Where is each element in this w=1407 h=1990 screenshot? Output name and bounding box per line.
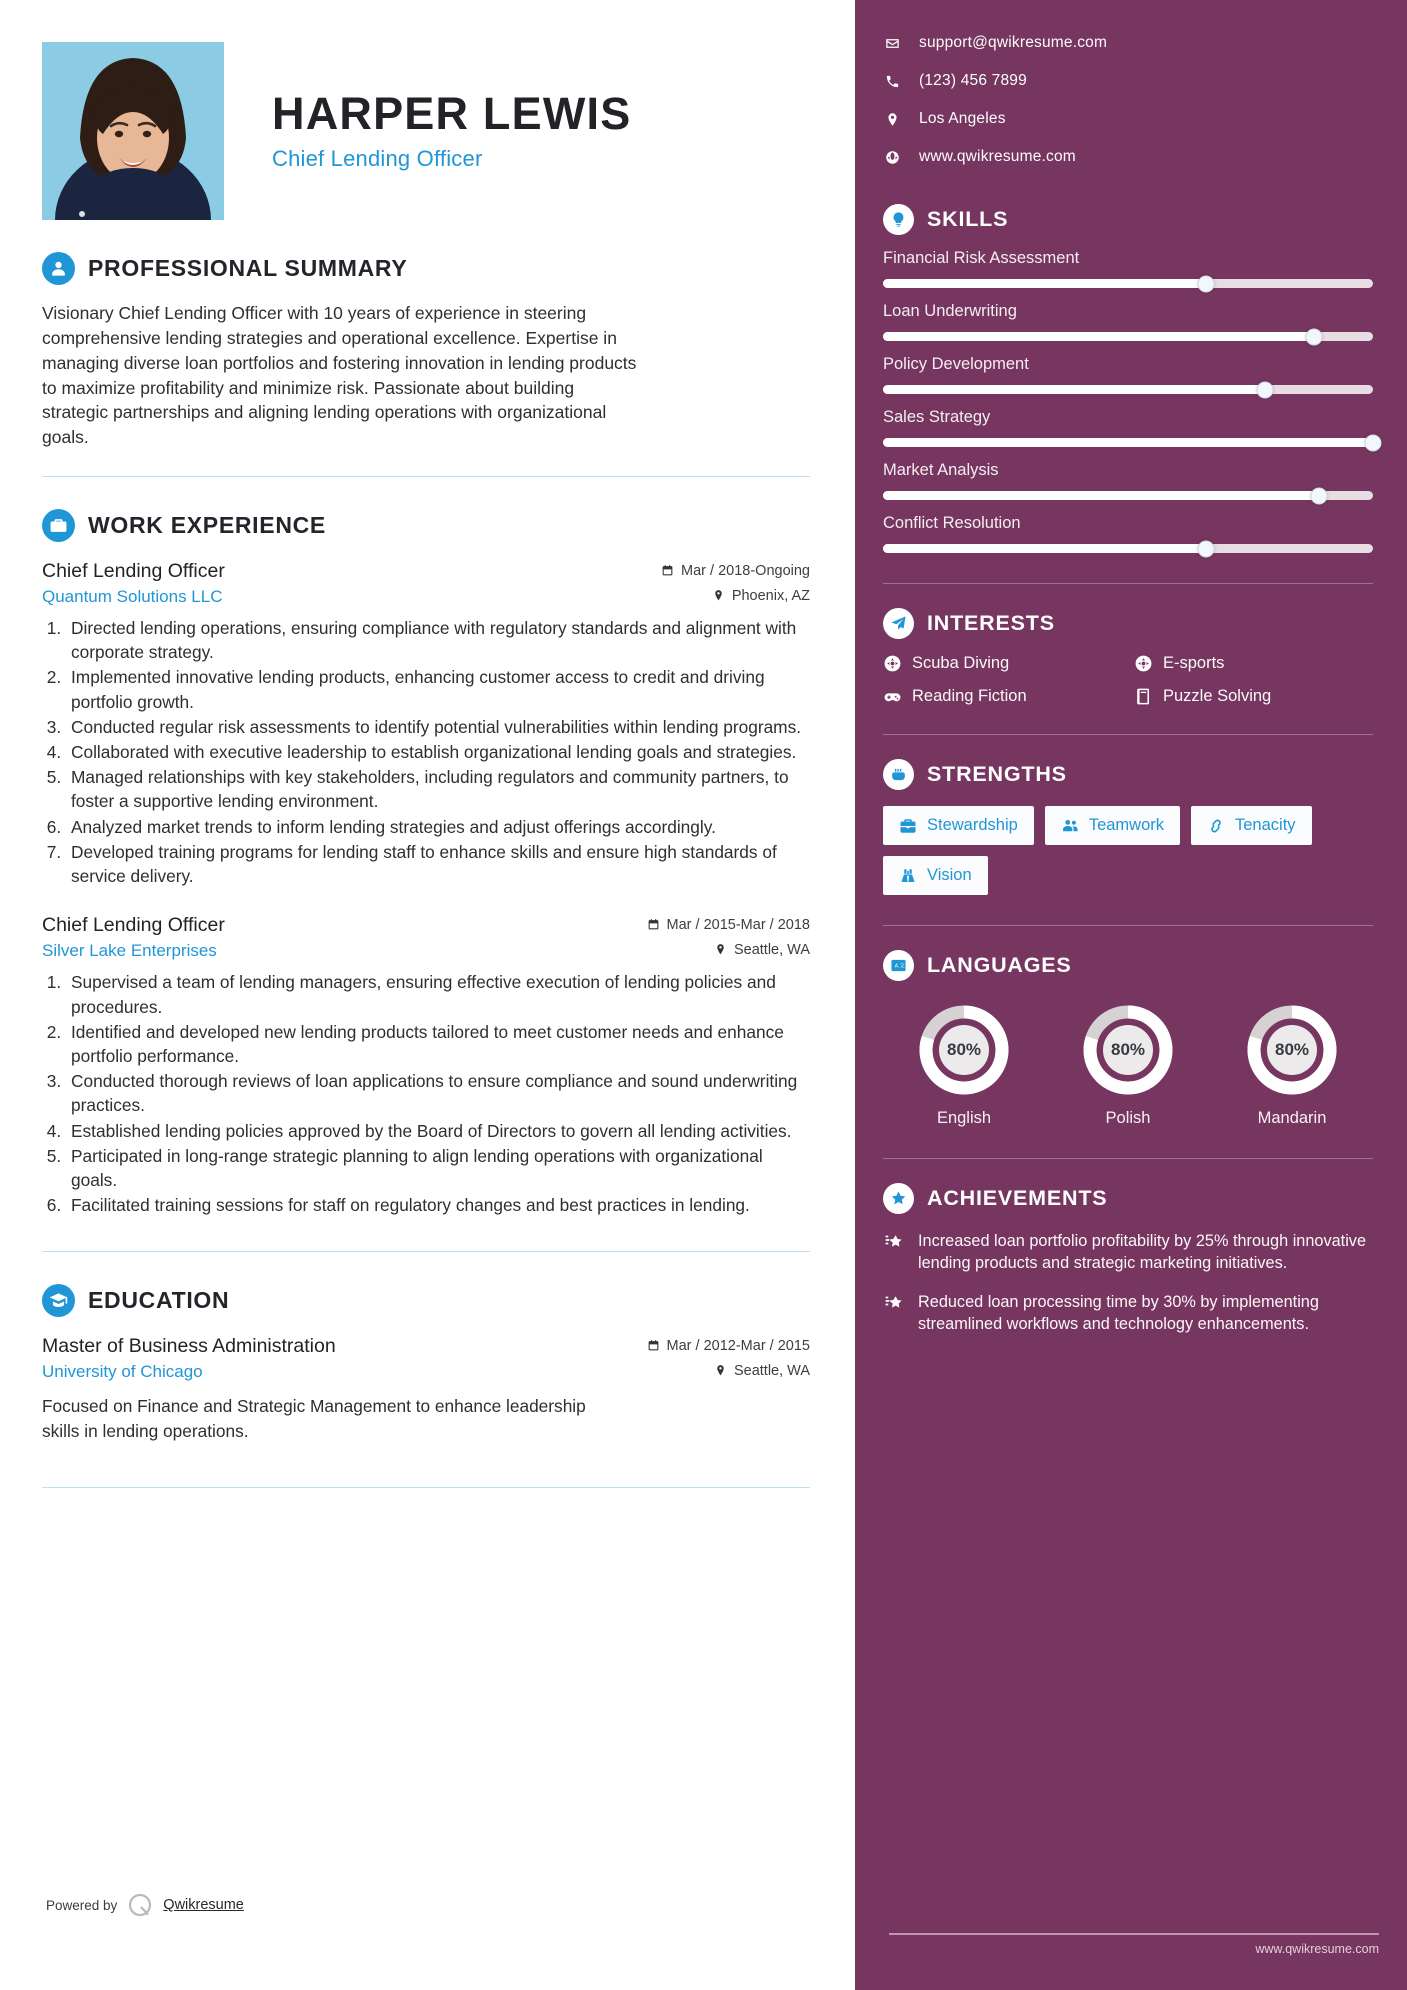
skill-slider-handle[interactable]: [1306, 328, 1323, 345]
achievement-text: Increased loan portfolio profitability by 25% through innovative lending products and strategic marketing initiatives.: [918, 1232, 1367, 1273]
list-item: 2. Implemented innovative lending products, enhancing customer access to credit and driving portfolio growth.: [66, 665, 810, 713]
skill-slider[interactable]: [883, 385, 1373, 394]
user-icon: [42, 252, 75, 285]
list-item: 2. Identified and developed new lending products tailored to meet customer needs and enhance portfolio performance.: [66, 1020, 810, 1068]
name-block: [272, 42, 631, 172]
school-name: University of Chicago: [42, 1362, 203, 1382]
job-dates-text: Mar / 2015-Mar / 2018: [666, 916, 810, 933]
skill-slider-fill: [883, 438, 1373, 447]
job-location-text: Phoenix, AZ: [731, 587, 810, 604]
skill-slider-fill: [883, 385, 1265, 394]
envelope-icon: [883, 36, 901, 51]
language-item: [1217, 1003, 1367, 1128]
powered-by-label: Powered by: [46, 1897, 118, 1913]
section-header-languages: [883, 950, 1373, 981]
strength-chip: [883, 856, 988, 895]
job-title: Chief Lending Officer: [42, 914, 225, 937]
footer-url: www.qwikresume.com: [1255, 1942, 1379, 1956]
interest-item: [883, 654, 1122, 673]
skill-item: [883, 302, 1373, 341]
lightbulb-icon: [883, 204, 914, 235]
skill-item: [883, 514, 1373, 553]
strength-chip: [1191, 806, 1312, 845]
fist-icon: [883, 759, 914, 790]
interest-label: E-sports: [1163, 654, 1225, 672]
interest-item: [1134, 687, 1373, 706]
skill-slider[interactable]: [883, 332, 1373, 341]
education-location: [714, 1363, 810, 1379]
section-header-strengths: [883, 759, 1373, 790]
list-item: 7. Developed training programs for lending staff to enhance skills and ensure high standards of service delivery.: [66, 840, 810, 888]
section-title: LANGUAGES: [927, 953, 1072, 977]
section-header-summary: [42, 252, 810, 285]
strength-label: Teamwork: [1088, 816, 1164, 834]
achievement-item: [883, 1230, 1373, 1275]
experience-item: [42, 560, 810, 888]
job-location: [712, 588, 810, 604]
section-header-skills: [883, 204, 1373, 235]
contact-location: [883, 110, 1373, 128]
divider: [883, 583, 1373, 584]
qwikresume-link[interactable]: Qwikresume: [163, 1897, 244, 1913]
job-role: Chief Lending Officer: [272, 146, 483, 172]
skill-slider-handle[interactable]: [1257, 381, 1274, 398]
pin-icon: [714, 1364, 727, 1377]
strength-chip: [883, 806, 1034, 845]
skill-item: [883, 461, 1373, 500]
language-percent: 80%: [1110, 1040, 1146, 1059]
profile-photo: [42, 42, 224, 220]
section-header-interests: [883, 608, 1373, 639]
list-item: 4. Established lending policies approved by the Board of Directors to govern all lending activities.: [66, 1119, 810, 1143]
calendar-icon: [661, 564, 674, 577]
section-title: SKILLS: [927, 207, 1009, 231]
achievement-text: Reduced loan processing time by 30% by implementing streamlined workflows and technology enhancements.: [918, 1292, 1319, 1334]
pin-icon: [712, 589, 725, 602]
interest-item: [1134, 654, 1373, 673]
translate-icon: [883, 950, 914, 981]
achievement-item: [883, 1291, 1373, 1336]
star-icon: [883, 1230, 905, 1275]
language-donut-chart: [1081, 1003, 1175, 1097]
lifebuoy-icon: [1134, 654, 1153, 673]
section-title: ACHIEVEMENTS: [927, 1186, 1108, 1210]
lifebuoy-icon: [883, 654, 902, 673]
skill-item: [883, 408, 1373, 447]
divider: [883, 734, 1373, 735]
graduation-cap-icon: [42, 1284, 75, 1317]
section-header-experience: [42, 509, 810, 542]
skill-slider-handle[interactable]: [1311, 487, 1328, 504]
calendar-icon: [647, 918, 660, 931]
strengths-grid: [883, 806, 1373, 895]
calendar-icon: [647, 1339, 660, 1352]
strength-label: Tenacity: [1235, 816, 1296, 834]
strength-label: Stewardship: [927, 816, 1018, 834]
education-dates: [647, 1338, 810, 1354]
list-item: 5. Managed relationships with key stakeholders, including regulators and community partners, to foster a supportive lending environment.: [66, 765, 810, 813]
gamepad-icon: [883, 687, 902, 706]
briefcase-icon: [42, 509, 75, 542]
paper-plane-icon: [883, 608, 914, 639]
skills-list: [883, 249, 1373, 553]
users-icon: [1061, 817, 1079, 835]
section-title: EDUCATION: [88, 1287, 230, 1314]
divider: [42, 1487, 810, 1488]
contact-website[interactable]: [883, 148, 1373, 166]
degree-title: Master of Business Administration: [42, 1335, 336, 1358]
company-name: Quantum Solutions LLC: [42, 587, 223, 607]
contact-phone-text: (123) 456 7899: [919, 72, 1027, 89]
list-item: 6. Analyzed market trends to inform lending strategies and adjust offerings accordingly.: [66, 815, 810, 839]
list-item: 5. Participated in long-range strategic planning to align lending operations with organizational goals.: [66, 1144, 810, 1192]
section-title: STRENGTHS: [927, 762, 1067, 786]
education-item: [42, 1335, 810, 1443]
achievements-list: [883, 1230, 1373, 1336]
section-header-achievements: [883, 1183, 1373, 1214]
svg-text:文: 文: [899, 963, 905, 970]
skill-label: Policy Development: [883, 355, 1029, 373]
phone-icon: [883, 74, 901, 89]
section-title: PROFESSIONAL SUMMARY: [88, 255, 408, 281]
job-location-text: Seattle, WA: [733, 941, 810, 958]
skill-item: [883, 355, 1373, 394]
interests-grid: [883, 654, 1373, 706]
skill-label: Sales Strategy: [883, 408, 991, 426]
skill-slider-handle[interactable]: [1198, 540, 1215, 557]
link-icon: [1207, 817, 1225, 835]
contact-location-text: Los Angeles: [919, 110, 1006, 127]
job-dates-text: Mar / 2018-Ongoing: [681, 562, 810, 579]
language-item: [1053, 1003, 1203, 1128]
experience-item: [42, 914, 810, 1217]
skill-item: [883, 249, 1373, 288]
skill-slider-fill: [883, 332, 1314, 341]
header: [42, 42, 810, 220]
skill-slider-fill: [883, 544, 1206, 553]
contact-email[interactable]: [883, 34, 1373, 52]
job-bullets: [66, 616, 810, 888]
book-icon: [1134, 687, 1153, 706]
education-location-text: Seattle, WA: [733, 1362, 810, 1379]
skill-label: Market Analysis: [883, 461, 999, 479]
skill-label: Financial Risk Assessment: [883, 249, 1080, 267]
skill-slider-handle[interactable]: [1198, 275, 1215, 292]
interest-label: Reading Fiction: [912, 687, 1027, 705]
interest-label: Puzzle Solving: [1163, 687, 1272, 705]
briefcase-icon: [899, 817, 917, 835]
languages-row: [883, 1003, 1373, 1128]
contact-email-text: support@qwikresume.com: [919, 34, 1108, 51]
list-item: 1. Supervised a team of lending managers, ensuring effective execution of lending policies and procedures.: [66, 970, 810, 1018]
sidebar: [855, 0, 1407, 1990]
section-title: INTERESTS: [927, 611, 1055, 635]
skill-slider[interactable]: [883, 438, 1373, 447]
education-description: Focused on Finance and Strategic Management to enhance leadership skills in lending operations.: [42, 1396, 586, 1441]
skill-label: Loan Underwriting: [883, 302, 1017, 320]
job-dates: [647, 917, 810, 933]
skill-slider[interactable]: [883, 279, 1373, 288]
list-item: 3. Conducted regular risk assessments to identify potential vulnerabilities within lending programs.: [66, 715, 810, 739]
list-item: 4. Collaborated with executive leadership to establish organizational lending goals and strategies.: [66, 740, 810, 764]
divider: [883, 925, 1373, 926]
contact-block: [883, 34, 1373, 166]
education-dates-text: Mar / 2012-Mar / 2015: [666, 1337, 810, 1354]
language-donut-chart: [1245, 1003, 1339, 1097]
skill-slider-handle[interactable]: [1365, 434, 1382, 451]
skill-slider-fill: [883, 491, 1319, 500]
list-item: 3. Conducted thorough reviews of loan applications to ensure compliance and sound underwriting practices.: [66, 1069, 810, 1117]
contact-phone[interactable]: [883, 72, 1373, 90]
list-item: 1. Directed lending operations, ensuring compliance with regulatory standards and alignment with corporate strategy.: [66, 616, 810, 664]
page-title: HARPER LEWIS: [272, 88, 632, 139]
interest-item: [883, 687, 1122, 706]
interest-label: Scuba Diving: [912, 654, 1010, 672]
star-badge-icon: [883, 1183, 914, 1214]
star-icon: [883, 1291, 905, 1336]
qwikresume-logo-icon: [127, 1892, 153, 1918]
section-header-education: [42, 1284, 810, 1317]
divider: [42, 1251, 810, 1252]
globe-icon: [883, 150, 901, 165]
footer-branding: [46, 1892, 244, 1918]
skill-slider-fill: [883, 279, 1206, 288]
job-bullets: [66, 970, 810, 1217]
strength-label: Vision: [927, 866, 972, 884]
binoculars-icon: [899, 867, 917, 885]
divider: [889, 1933, 1379, 1935]
sidebar-footer: [889, 1933, 1379, 1956]
strength-chip: [1045, 806, 1180, 845]
job-location: [714, 942, 810, 958]
section-title: WORK EXPERIENCE: [88, 512, 326, 539]
language-item: [889, 1003, 1039, 1128]
language-name: English: [936, 1109, 992, 1127]
job-dates: [661, 563, 810, 579]
language-name: Polish: [1105, 1109, 1151, 1127]
company-name: Silver Lake Enterprises: [42, 941, 217, 961]
divider: [42, 476, 810, 477]
contact-website-text: www.qwikresume.com: [919, 148, 1076, 165]
language-name: Mandarin: [1257, 1109, 1327, 1127]
language-percent: 80%: [946, 1040, 982, 1059]
pin-icon: [883, 112, 901, 127]
divider: [883, 1158, 1373, 1159]
job-title: Chief Lending Officer: [42, 560, 225, 583]
pin-icon: [714, 943, 727, 956]
language-percent: 80%: [1274, 1040, 1310, 1059]
skill-slider[interactable]: [883, 491, 1373, 500]
list-item: 6. Facilitated training sessions for staff on regulatory changes and best practices in lending.: [66, 1193, 810, 1217]
language-donut-chart: [917, 1003, 1011, 1097]
skill-slider[interactable]: [883, 544, 1373, 553]
svg-text:A: A: [894, 963, 899, 970]
skill-label: Conflict Resolution: [883, 514, 1021, 532]
summary-text: Visionary Chief Lending Officer with 10 years of experience in steering comprehensive lending strategies and operational excellence. Expertise in managing diverse loan portfolios and fostering innovation in lending products to maximize profitability and minimize risk. Passionate about building strategic partnerships and aligning lending operations with organizational goals.: [42, 303, 637, 448]
